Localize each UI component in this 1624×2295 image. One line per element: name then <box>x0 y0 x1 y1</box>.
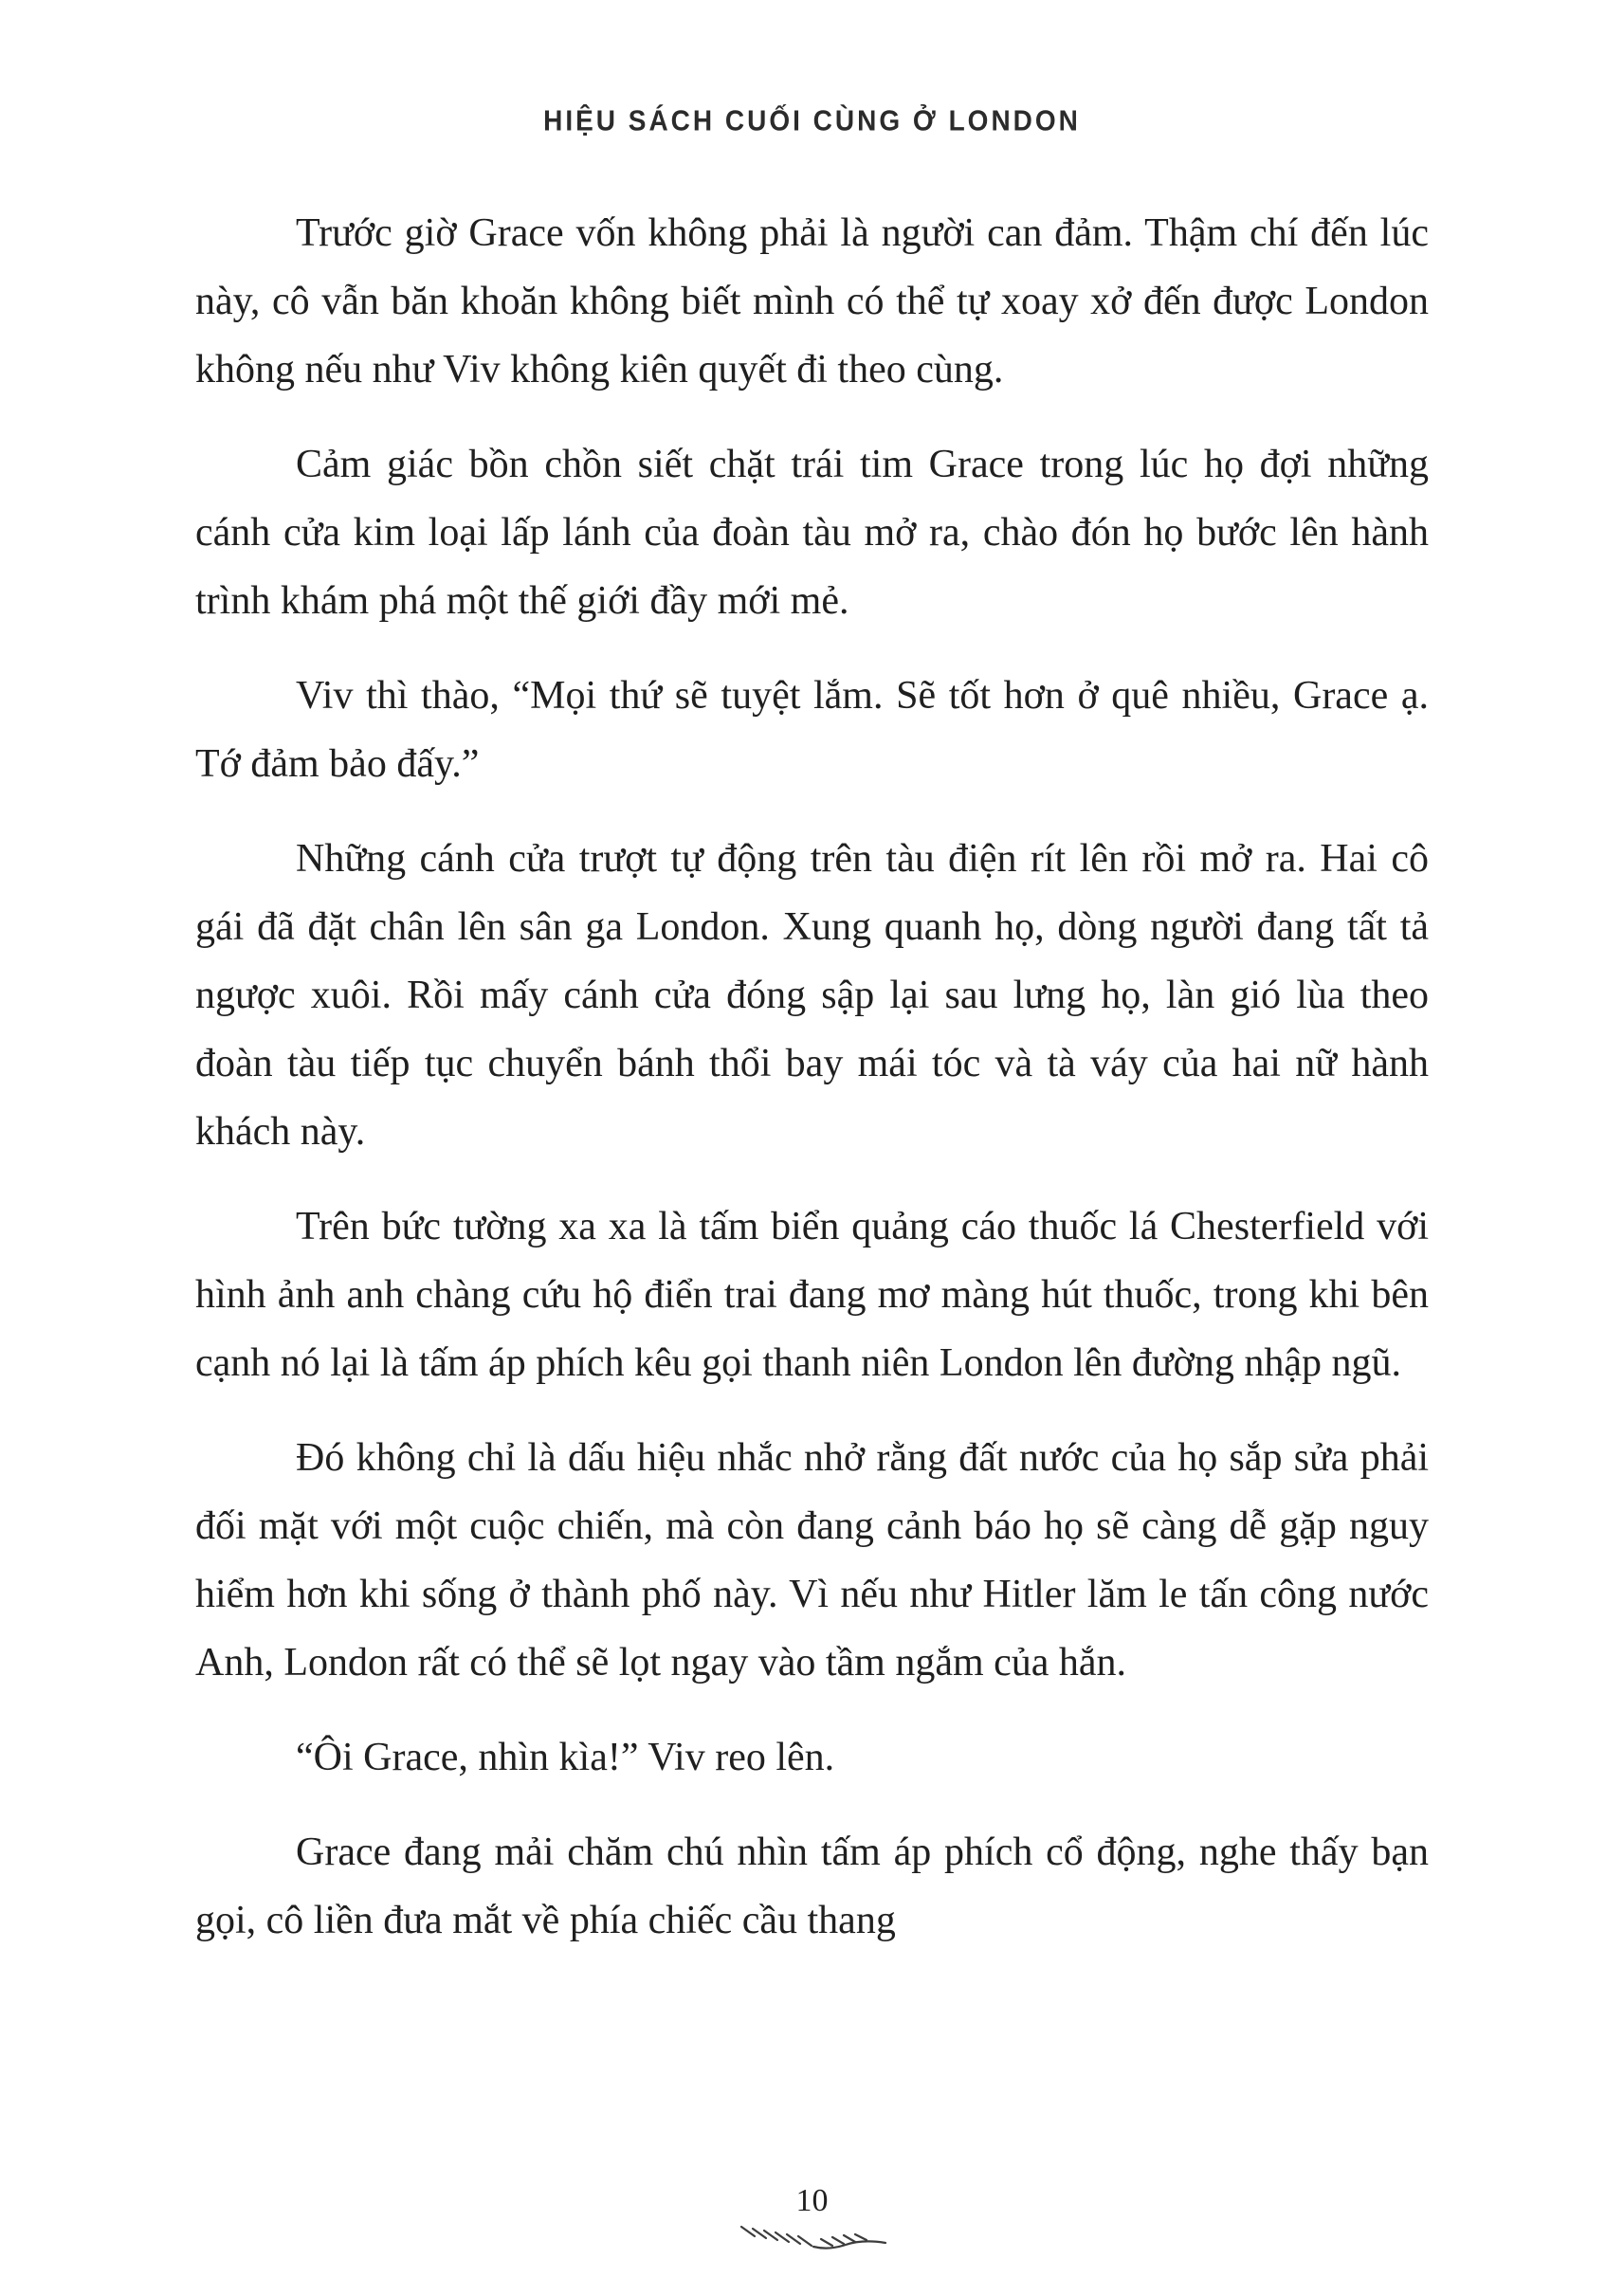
paragraph-5: Trên bức tường xa xa là tấm biển quảng cáo thuốc lá Chesterfield với hình ảnh anh chàng cứu hộ điển trai đang mơ màng hút thuốc, trong khi bên cạnh nó lại là tấm áp phích kêu gọi thanh niên London lên đường nhập ngũ. <box>195 1205 1429 1385</box>
page-body <box>195 199 1429 1955</box>
footer-flourish-icon <box>0 2223 1624 2255</box>
paragraph-4: Những cánh cửa trượt tự động trên tàu điện rít lên rồi mở ra. Hai cô gái đã đặt chân lên sân ga London. Xung quanh họ, dòng người đang tất tả ngược xuôi. Rồi mấy cánh cửa đóng sập lại sau lưng họ, làn gió lùa theo đoàn tàu tiếp tục chuyển bánh thổi bay mái tóc và tà váy của hai nữ hành khách này. <box>195 837 1429 1154</box>
running-header: HIỆU SÁCH CUỐI CÙNG Ở LONDON <box>543 104 1081 137</box>
paragraph-8: Grace đang mải chăm chú nhìn tấm áp phích cổ động, nghe thấy bạn gọi, cô liền đưa mắt về phía chiếc cầu thang <box>195 1831 1429 1942</box>
paragraph-3: Viv thì thào, “Mọi thứ sẽ tuyệt lắm. Sẽ tốt hơn ở quê nhiều, Grace ạ. Tớ đảm bảo đấy.” <box>195 674 1429 786</box>
paragraph-6: Đó không chỉ là dấu hiệu nhắc nhở rằng đất nước của họ sắp sửa phải đối mặt với một cuộc chiến, mà còn đang cảnh báo họ sẽ càng dễ gặp nguy hiểm hơn khi sống ở thành phố này. Vì nếu như Hitler lăm le tấn công nước Anh, London rất có thể sẽ lọt ngay vào tầm ngắm của hắn. <box>195 1436 1429 1685</box>
paragraph-7: “Ôi Grace, nhìn kìa!” Viv reo lên. <box>296 1736 835 1779</box>
page-footer <box>0 2183 1624 2255</box>
page-number: 10 <box>795 2183 829 2218</box>
paragraph-2: Cảm giác bồn chồn siết chặt trái tim Grace trong lúc họ đợi những cánh cửa kim loại lấp lánh của đoàn tàu mở ra, chào đón họ bước lên hành trình khám phá một thế giới đầy mới mẻ. <box>195 443 1429 623</box>
paragraph-1: Trước giờ Grace vốn không phải là người can đảm. Thậm chí đến lúc này, cô vẫn băn khoăn không biết mình có thể tự xoay xở đến được London không nếu như Viv không kiên quyết đi theo cùng. <box>195 211 1429 392</box>
